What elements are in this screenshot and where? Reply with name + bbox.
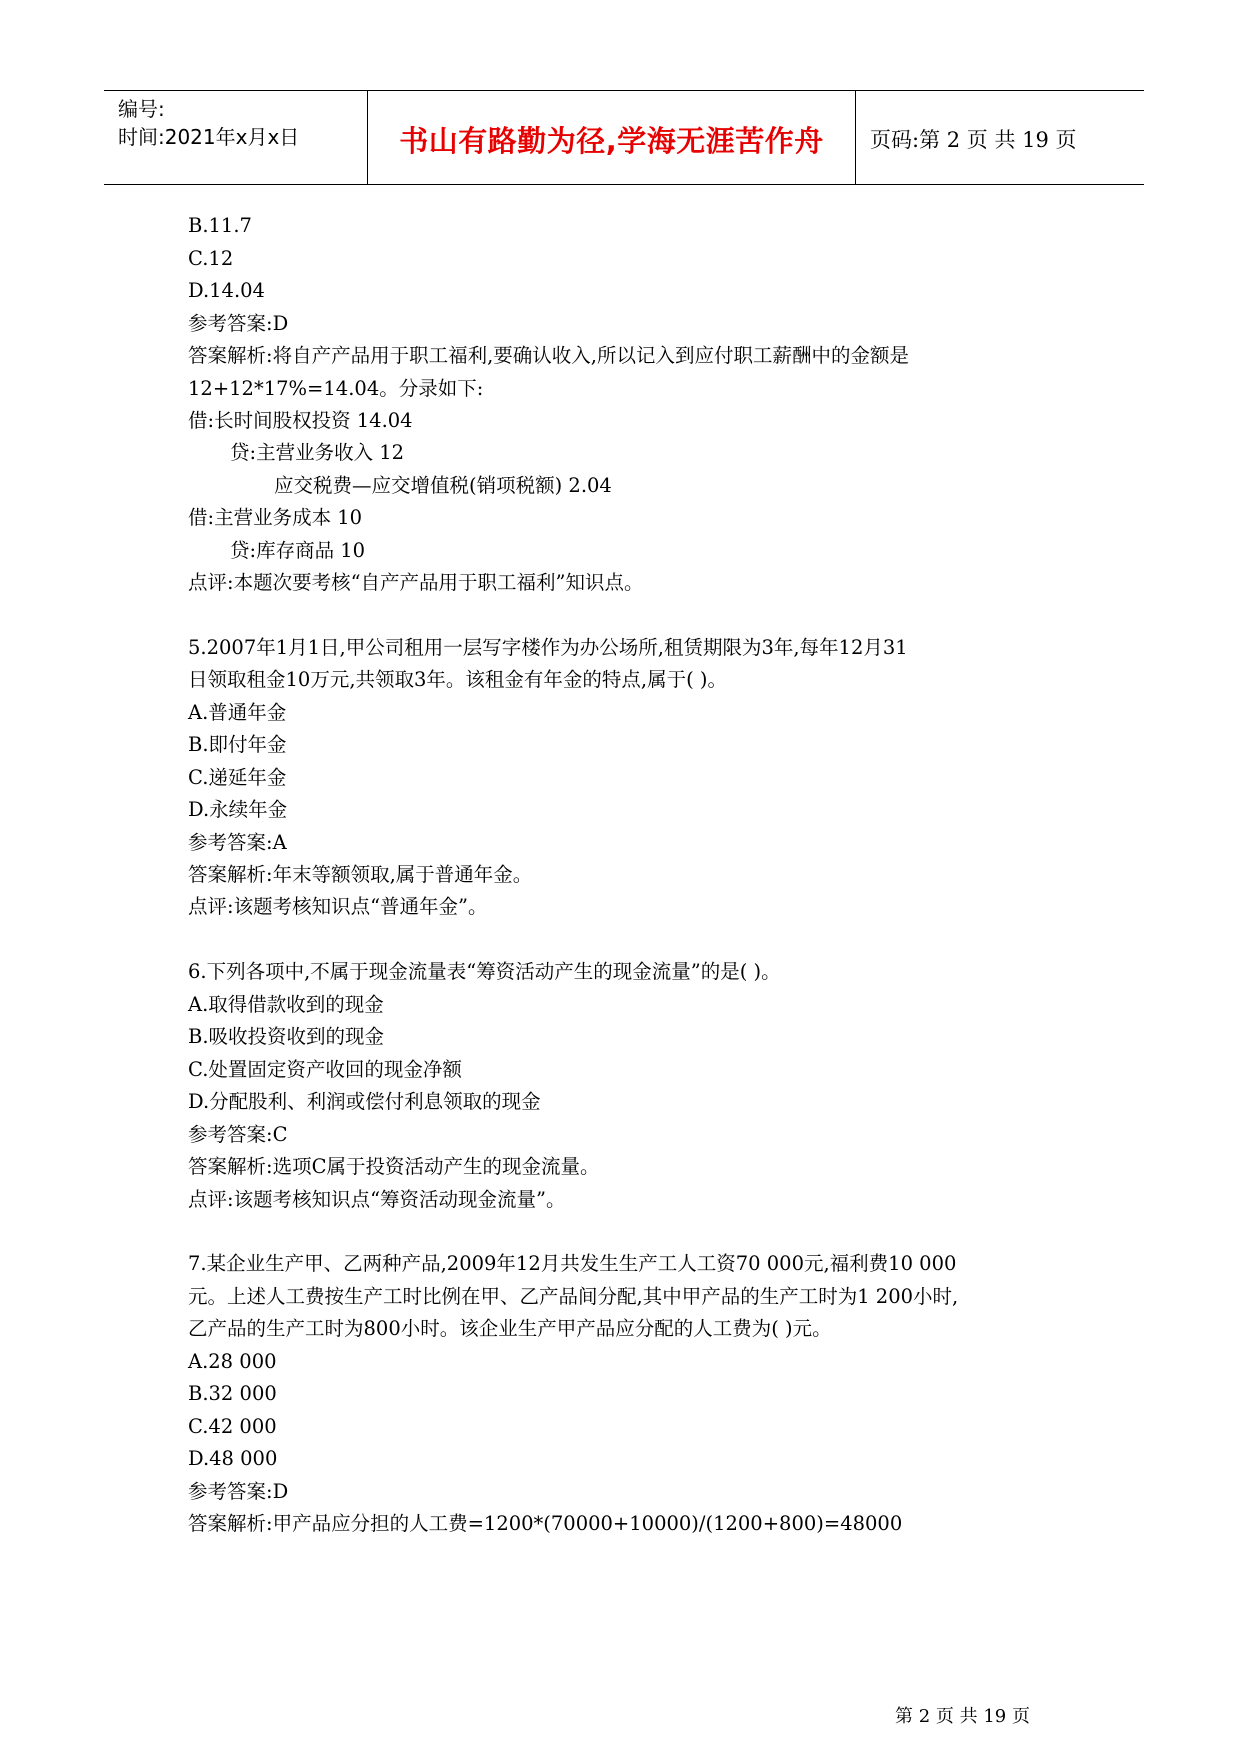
answer-explanation: 答案解析:将自产产品用于职工福利,要确认收入,所以记入到应付职工薪酬中的金额是 [188, 344, 909, 367]
page-footer: 第 2 页 共 19 页 [895, 1706, 1030, 1727]
document-number-label: 编号: [118, 97, 165, 121]
option-d: D.14.04 [188, 279, 265, 302]
question-6: 6.下列各项中,不属于现金流量表“筹资活动产生的现金流量”的是( )。 [188, 960, 781, 983]
question-7-cont2: 乙产品的生产工时为800小时。该企业生产甲产品应分配的人工费为( )元。 [188, 1317, 832, 1340]
q6-comment: 点评:该题考核知识点“筹资活动现金流量”。 [188, 1188, 566, 1211]
q6-option-b: B.吸收投资收到的现金 [188, 1025, 385, 1048]
header-motto: 书山有路勤为径,学海无涯苦作舟 [399, 124, 824, 158]
q5-option-a: A.普通年金 [188, 701, 287, 724]
q7-explanation: 答案解析:甲产品应分担的人工费=1200*(70000+10000)/(1200+800)=48000 [188, 1512, 903, 1535]
question-7-cont: 元。上述人工费按生产工时比例在甲、乙产品间分配,其中甲产品的生产工时为1 200小时, [188, 1285, 959, 1308]
q5-option-b: B.即付年金 [188, 733, 287, 756]
q5-explanation: 答案解析:年末等额领取,属于普通年金。 [188, 863, 533, 886]
q6-option-c: C.处置固定资产收回的现金净额 [188, 1058, 462, 1081]
journal-entry-debit: 借:长时间股权投资 14.04 [188, 409, 413, 432]
header-page-cell [856, 91, 1144, 184]
q5-option-d: D.永续年金 [188, 798, 288, 821]
option-c: C.12 [188, 247, 234, 270]
q7-reference-answer: 参考答案:D [188, 1480, 289, 1503]
header-page-number: 页码:第 2 页 共 19 页 [870, 128, 1077, 152]
question-7: 7.某企业生产甲、乙两种产品,2009年12月共发生生产工人工资70 000元,福利费10 000 [188, 1252, 957, 1275]
option-b: B.11.7 [188, 214, 252, 237]
q6-explanation: 答案解析:选项C属于投资活动产生的现金流量。 [188, 1155, 600, 1178]
q7-option-a: A.28 000 [188, 1350, 277, 1373]
reference-answer: 参考答案:D [188, 312, 289, 335]
q6-reference-answer: 参考答案:C [188, 1123, 288, 1146]
header-motto-cell [368, 91, 856, 184]
journal-entry-credit-inventory: 贷:库存商品 10 [230, 539, 366, 562]
q5-comment: 点评:该题考核知识点“普通年金”。 [188, 895, 488, 918]
q7-option-b: B.32 000 [188, 1382, 277, 1405]
q5-reference-answer: 参考答案:A [188, 831, 287, 854]
q6-option-a: A.取得借款收到的现金 [188, 993, 384, 1016]
question-5-cont: 日领取租金10万元,共领取3年。该租金有年金的特点,属于( )。 [188, 668, 728, 691]
journal-entry-debit-cost: 借:主营业务成本 10 [188, 506, 363, 529]
journal-entry-credit: 贷:主营业务收入 12 [230, 441, 405, 464]
question-5: 5.2007年1月1日,甲公司租用一层写字楼作为办公场所,租赁期限为3年,每年12月31 [188, 636, 908, 659]
q7-option-d: D.48 000 [188, 1447, 278, 1470]
comment: 点评:本题次要考核“自产产品用于职工福利”知识点。 [188, 571, 644, 594]
page-header [104, 90, 1144, 185]
answer-explanation-cont: 12+12*17%=14.04。分录如下: [188, 377, 484, 400]
header-info-cell [104, 91, 368, 184]
q6-option-d: D.分配股利、利润或偿付利息领取的现金 [188, 1090, 541, 1113]
q5-option-c: C.递延年金 [188, 766, 287, 789]
journal-entry-credit-tax: 应交税费—应交增值税(销项税额) 2.04 [274, 474, 612, 497]
document-time-label: 时间:2021年x月x日 [118, 125, 300, 149]
q7-option-c: C.42 000 [188, 1415, 277, 1438]
